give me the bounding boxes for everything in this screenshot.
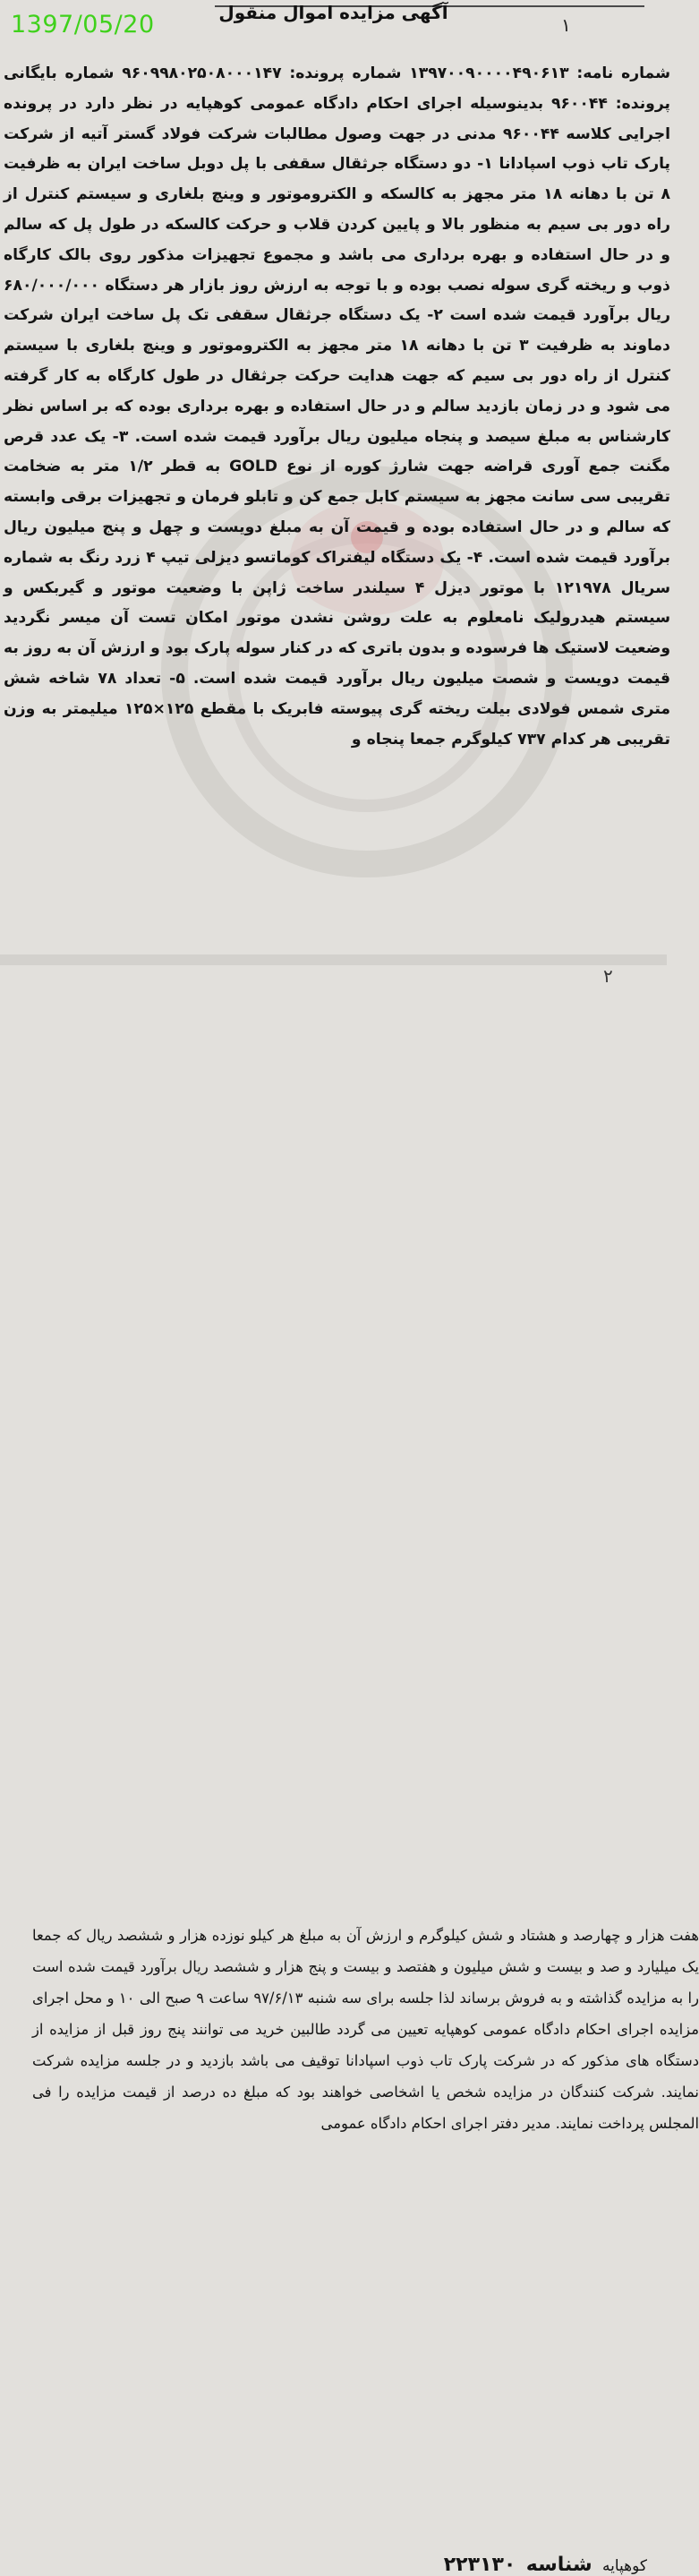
- date-stamp: 1397/05/20: [11, 11, 155, 39]
- notice-body-part-2: [32, 1920, 699, 2242]
- notice-body-part-2-text: هفت هزار و چهارصد و هشتاد و شش کیلوگرم و ارزش آن به مبلغ هر کیلو نوزده هزار و ششصد ریال که جمعا یک میلیارد و صد و بیست و شش میلیون و هفتصد و بیست و پنج هزار و ششصد ریال برآورد قیمت شده است را به مزایده گذاشته و به فروش برساند لذا جلسه برای سه شنبه ۹۷/۶/۱۳ ساعت ۹ صبح الی ۱۰ و محل اجرای مزایده اجرای احکام دادگاه عمومی کوهپایه تعیین می گردد طالبین خرید می توانند پنج روز قبل از مزایده از دستگاه های مذکور که در شرکت پارک تاب ذوب اسپادانا توقیف می باشد بازدید و در جلسه مزایده شرکت نمایند. شرکت کنندگان در مزایده شخص یا اشخاصی خواهند بود که مبلغ ده درصد از قیمت مزایده را فی المجلس پرداخت نمایند. مدیر دفتر اجرای احکام دادگاه عمومی: [32, 1927, 699, 2132]
- notice-body-part-1-text: شماره نامه: ۱۳۹۷۰۰۹۰۰۰۰۴۹۰۶۱۳ شماره پرونده: ۹۶۰۹۹۸۰۲۵۰۸۰۰۰۱۴۷ شماره بایگانی پرونده: ۹۶۰۰۴۴ بدینوسیله اجرای احکام دادگاه عمومی کوهپایه در نظر دارد در پرونده اجرایی کلاسه ۹۶۰۰۴۴ مدنی در جهت وصول مطالبات شرکت فولاد گستر آتیه از شرکت پارک تاب ذوب اسپادانا ۱- دو دستگاه جرثقال سقفی با پل دوبل ساخت ایران به ظرفیت ۸ تن با دهانه ۱۸ متر مجهز به کالسکه و الکتروموتور و وینچ بلغاری و سیستم کنترل از راه دور بی سیم به منظور بالا و پایین کردن قلاب و حرکت کالسکه در طول پل که سالم و در حال استفاده و بهره برداری می باشد و مجموع تجهیزات مذکور روی بالک کارگاه ذوب و ریخته گری سوله نصب بوده و با توجه به ارزش روز بازار هر دستگاه ۶۸۰/۰۰۰/۰۰۰ ریال برآورد قیمت شده است ۲- یک دستگاه جرثقال سقفی تک پل ساخت ایران شرکت دماوند به ظرفیت ۳ تن با دهانه ۱۸ متر مجهز به الکتروموتور و وینچ بلغاری با سیستم کنترل از راه دور بی سیم که جهت هدایت حرکت جرثقال در طول کارگاه به کار گرفته می شود و در زمان بازدید سالم و در حال استفاده و بهره برداری بوده که بر اساس نظر کارشناس به مبلغ سیصد و پنجاه میلیون ریال برآورد قیمت شده است. ۳- یک عدد قرص مگنت جمع آوری قراضه جهت شارژ کوره از نوع GOLD به قطر ۱/۲ متر به ضخامت تقریبی سی سانت مجهز به سیستم کابل جمع کن و تابلو فرمان و تجهیزات برقی وابسته که سالم و در حال استفاده بوده و قیمت آن به مبلغ دویست و چهل و پنج میلیون ریال برآورد قیمت شده است. ۴- یک دستگاه لیفتراک کوماتسو دیزلی تیپ ۴ زرد رنگ به شماره سریال ۱۲۱۹۷۸ با موتور دیزل ۴ سیلندر ساخت ژاپن با وضعیت موتور و گیربکس و سیستم هیدرولیک نامعلوم به علت روشن نشدن موتور امکان تست آن میسر نگردید وضعیت لاستیک ها فرسوده و بدون باتری که در کنار سوله پارک بود و ارزش آن به روز به قیمت دویست و شصت میلیون ریال برآورد قیمت شده است. ۵- تعداد ۷۸ شاخه شش متری شمس فولادی بیلت ریخته گری پیوسته فابریک با مقطع ۱۲۵×۱۲۵ میلیمتر به وزن تقریبی هر کدام ۷۳۷ کیلوگرم جمعا پنجاه و: [4, 64, 671, 749]
- signature-place: کوهپایه: [602, 2557, 647, 2575]
- signature-id-number: ۲۲۳۱۳۰: [443, 2554, 516, 2576]
- page-marker: ۱: [561, 14, 571, 36]
- signature-line: [0, 2554, 647, 2576]
- signature-id-label: شناسه: [525, 2554, 592, 2576]
- notice-body-part-1: [4, 59, 670, 974]
- notice-title: آگهی مزایده اموال منقول: [218, 2, 448, 23]
- fold-mark: ۲: [603, 965, 613, 987]
